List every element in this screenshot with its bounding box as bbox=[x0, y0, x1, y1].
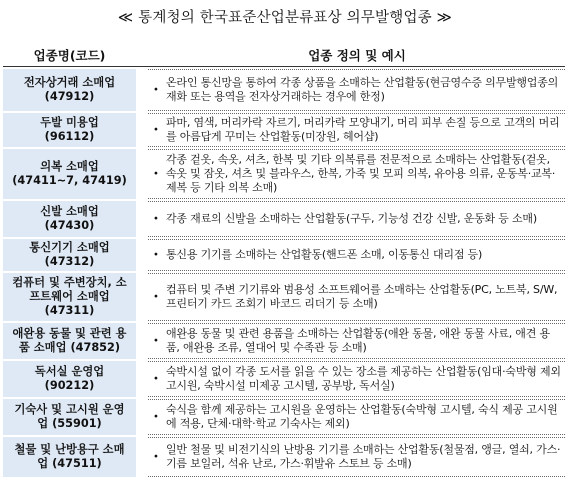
bullet: • bbox=[153, 124, 159, 136]
industry-name: 철물 및 난방용구 소매업 (47511) bbox=[14, 443, 125, 470]
table-row bbox=[3, 360, 565, 398]
table-row bbox=[3, 112, 565, 148]
table-row bbox=[3, 272, 565, 322]
definition-text: 각종 겉옷, 속옷, 셔츠, 한복 및 기타 의복류를 전문적으로 소매하는 산업활동(겉옷, 속옷 및 잠옷, 셔츠 및 블라우스, 한복, 가죽 및 모피 의복, 유아용 의류, 운동복·교복·제복 등 기타 의복 소매) bbox=[166, 153, 556, 194]
industry-cell bbox=[3, 149, 136, 199]
definition-text: 통신용 기기를 소매하는 산업활동(핸드폰 소매, 이동통신 대리점 등) bbox=[166, 248, 483, 261]
definition-cell bbox=[148, 273, 565, 321]
definition-cell bbox=[148, 239, 565, 271]
definition-text: 파마, 염색, 머리카락 자르기, 머리카락 모양내기, 머리 피부 손질 등으로 고객의 머리를 아름답게 꾸미는 산업활동(미장원, 헤어샵) bbox=[166, 116, 560, 143]
definition-text: 숙식을 함께 제공하는 고시원을 운영하는 산업활동(숙박형 고시텔, 숙식 제공 고시원에 적용, 단체·대학·학교 기숙사는 제외) bbox=[166, 403, 558, 430]
industry-name: 컴퓨터 및 주변장치, 소프트웨어 소매업 bbox=[12, 276, 127, 303]
industry-cell bbox=[3, 113, 136, 147]
bullet: • bbox=[153, 168, 159, 180]
header-divider bbox=[3, 66, 565, 67]
bullet: • bbox=[153, 411, 159, 423]
industry-cell bbox=[3, 239, 136, 271]
table-row bbox=[3, 238, 565, 272]
industry-code: (96112) bbox=[44, 130, 95, 143]
bullet: • bbox=[153, 335, 159, 347]
industry-cell bbox=[3, 361, 136, 397]
industry-cell bbox=[3, 323, 136, 359]
definition-text: 온라인 통신망을 통하여 각종 상품을 소매하는 산업활동(현금영수증 의무발행업종의 재화 또는 용역을 전자상거래하는 경우에 한정) bbox=[166, 76, 559, 103]
definition-text: 일반 철물 및 비전기식의 난방용 기기를 소매하는 산업활동(철물점, 앵글, 열쇠, 가스·기름 보일러, 석유 난로, 가스·휘발유 스토브 등 소매) bbox=[166, 443, 561, 470]
bullet: • bbox=[153, 291, 159, 303]
bullet: • bbox=[153, 213, 159, 225]
definition-text: 애완용 동물 및 관련 용품을 소매하는 산업활동(애완 동물, 애완 동물 사료, 애견 용품, 애완용 조류, 열대어 및 수족관 등 소매) bbox=[166, 327, 550, 354]
industry-name: 통신기기 소매업 bbox=[29, 241, 110, 254]
industry-name: 두발 미용업 bbox=[40, 116, 99, 129]
industry-name: 신발 소매업 bbox=[40, 205, 99, 218]
page-title: ≪ 통계청의 한국표준산업분류표상 의무발행업종 ≫ bbox=[117, 10, 453, 26]
table-row bbox=[3, 148, 565, 200]
industry-name: 의복 소매업 bbox=[40, 160, 99, 173]
industry-code: (47912) bbox=[44, 90, 95, 103]
industry-cell bbox=[3, 273, 136, 321]
definition-cell bbox=[148, 201, 565, 237]
industry-cell bbox=[3, 437, 136, 477]
bullet: • bbox=[153, 249, 159, 261]
table-row bbox=[3, 200, 565, 238]
table-row bbox=[3, 436, 565, 478]
table-row bbox=[3, 398, 565, 436]
industry-code: (90212) bbox=[44, 379, 95, 392]
definition-cell bbox=[148, 323, 565, 359]
bullet: • bbox=[153, 451, 159, 463]
industry-name: 전자상거래 소매업 bbox=[23, 76, 116, 89]
industry-name: 독서실 운영업 bbox=[34, 365, 105, 378]
industry-name: 기숙사 및 고시원 운영업 (55901) bbox=[14, 403, 125, 430]
industry-cell bbox=[3, 399, 136, 435]
bullet: • bbox=[153, 84, 159, 96]
bullet: • bbox=[153, 373, 159, 385]
industry-cell bbox=[3, 201, 136, 237]
table-row bbox=[3, 322, 565, 360]
industry-code: (47411~7, 47419) bbox=[12, 174, 127, 187]
definition-cell bbox=[148, 399, 565, 435]
industry-code: (47430) bbox=[44, 219, 95, 232]
definition-text: 숙박시설 없이 각종 도서를 읽을 수 있는 장소를 제공하는 산업활동(임대·숙박형 제외 고시원, 숙박시설 미제공 고시텔, 공부방, 독서실) bbox=[166, 365, 561, 392]
table-row bbox=[3, 68, 565, 112]
industry-cell bbox=[3, 69, 136, 111]
industry-code: (47312) bbox=[44, 255, 95, 268]
definition-cell bbox=[148, 437, 565, 477]
definition-cell bbox=[148, 149, 565, 199]
definition-text: 각종 재료의 신발을 소매하는 산업활동(구두, 기능성 건강 신발, 운동화 등 소매) bbox=[166, 212, 537, 225]
industry-name: 애완용 동물 및 관련 용품 소매업 (47852) bbox=[12, 327, 127, 354]
definition-cell bbox=[148, 113, 565, 147]
definition-cell bbox=[148, 69, 565, 111]
industry-code: (47311) bbox=[44, 304, 95, 317]
definition-cell bbox=[148, 361, 565, 397]
column-header-definition: 업종 정의 및 예시 bbox=[308, 48, 406, 63]
definition-text: 컴퓨터 및 주변 기기류와 범용성 소프트웨어를 소매하는 산업활동(PC, 노트북, S/W, 프린터기 카드 조회기 바코드 리더기 등 소매) bbox=[166, 283, 558, 310]
column-header-industry: 업종명(코드) bbox=[33, 48, 106, 63]
